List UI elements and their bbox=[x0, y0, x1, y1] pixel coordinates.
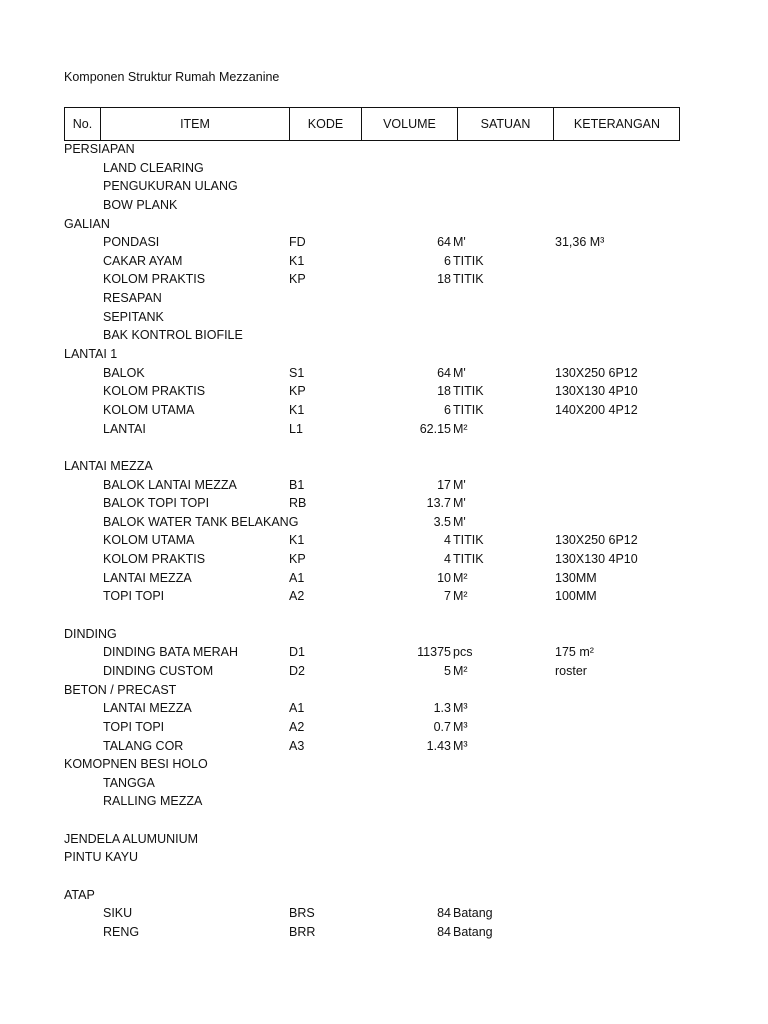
section-row bbox=[0, 140, 768, 159]
item-note: 130MM bbox=[555, 570, 597, 585]
table-row bbox=[0, 289, 768, 308]
volume-value: 84 bbox=[437, 906, 451, 921]
header-no: No. bbox=[65, 108, 101, 140]
volume-unit: M' bbox=[453, 365, 466, 380]
volume-unit: TITIK bbox=[453, 533, 484, 548]
item-name: TOPI TOPI bbox=[103, 719, 165, 734]
section-row bbox=[0, 681, 768, 700]
volume-value: 64 bbox=[437, 365, 451, 380]
item-code: FD bbox=[289, 235, 306, 250]
volume-value: 4 bbox=[444, 552, 451, 567]
volume-value: 4 bbox=[444, 533, 451, 548]
table-row bbox=[0, 308, 768, 327]
blank-row bbox=[0, 438, 768, 457]
item-code: D1 bbox=[289, 645, 305, 660]
section-row bbox=[0, 215, 768, 234]
table-row bbox=[0, 923, 768, 942]
volume-unit: M³ bbox=[453, 738, 468, 753]
table-row bbox=[0, 737, 768, 756]
item-code: RB bbox=[289, 496, 307, 511]
header-satuan: SATUAN bbox=[458, 108, 554, 140]
item-name: RENG bbox=[103, 924, 140, 939]
table-row bbox=[0, 792, 768, 811]
volume-unit: M² bbox=[453, 589, 468, 604]
table-body bbox=[0, 140, 768, 942]
item-name: TOPI TOPI bbox=[103, 589, 165, 604]
item-note: 130X130 4P10 bbox=[555, 552, 638, 567]
table-row bbox=[0, 177, 768, 196]
volume-unit: TITIK bbox=[453, 552, 484, 567]
table-row bbox=[0, 513, 768, 532]
table-row bbox=[0, 699, 768, 718]
item-name: SEPITANK bbox=[103, 309, 164, 324]
volume-unit: M³ bbox=[453, 719, 468, 734]
item-code: S1 bbox=[289, 365, 305, 380]
item-name: BAK KONTROL BIOFILE bbox=[103, 328, 243, 343]
item-code: BRR bbox=[289, 924, 316, 939]
table-row bbox=[0, 476, 768, 495]
item-name: BALOK WATER TANK BELAKANG bbox=[103, 514, 299, 529]
table-row bbox=[0, 270, 768, 289]
volume-value: 7 bbox=[444, 589, 451, 604]
item-name: LANTAI bbox=[103, 421, 146, 436]
volume-value: 6 bbox=[444, 402, 451, 417]
item-name: LANTAI MEZZA bbox=[103, 701, 192, 716]
item-name: DINDING BATA MERAH bbox=[103, 645, 238, 660]
volume-unit: M² bbox=[453, 663, 468, 678]
item-code: A1 bbox=[289, 701, 305, 716]
item-note: 130X250 6P12 bbox=[555, 533, 638, 548]
volume-value: 11375 bbox=[417, 645, 451, 660]
item-code: K1 bbox=[289, 253, 305, 268]
volume-value: 18 bbox=[437, 272, 451, 287]
volume-value: 6 bbox=[444, 253, 451, 268]
volume-value: 5 bbox=[444, 663, 451, 678]
item-code: D2 bbox=[289, 663, 305, 678]
table-row bbox=[0, 531, 768, 550]
item-name: RESAPAN bbox=[103, 291, 162, 306]
volume-unit: M' bbox=[453, 477, 466, 492]
item-name: TANGGA bbox=[103, 775, 155, 790]
table-header bbox=[64, 107, 680, 141]
blank-row bbox=[0, 867, 768, 886]
volume-unit: M' bbox=[453, 514, 466, 529]
blank-row bbox=[0, 811, 768, 830]
item-code: BRS bbox=[289, 906, 315, 921]
section-row bbox=[0, 886, 768, 905]
item-name: CAKAR AYAM bbox=[103, 253, 183, 268]
volume-unit: Batang bbox=[453, 906, 493, 921]
section-title: JENDELA ALUMUNIUM bbox=[64, 831, 199, 846]
volume-unit: TITIK bbox=[453, 384, 484, 399]
table-row bbox=[0, 587, 768, 606]
section-title: GALIAN bbox=[64, 216, 110, 231]
volume-value: 84 bbox=[437, 924, 451, 939]
table-row bbox=[0, 420, 768, 439]
item-name: KOLOM PRAKTIS bbox=[103, 552, 206, 567]
table-row bbox=[0, 550, 768, 569]
volume-unit: M² bbox=[453, 570, 468, 585]
table-row bbox=[0, 904, 768, 923]
header-kode: KODE bbox=[290, 108, 362, 140]
volume-unit: pcs bbox=[453, 645, 473, 660]
section-title: LANTAI MEZZA bbox=[64, 458, 153, 473]
volume-value: 1.43 bbox=[426, 738, 451, 753]
section-title: ATAP bbox=[64, 887, 95, 902]
section-title: PERSIAPAN bbox=[64, 142, 135, 156]
header-item: ITEM bbox=[101, 108, 290, 140]
volume-unit: Batang bbox=[453, 924, 493, 939]
section-title: BETON / PRECAST bbox=[64, 682, 177, 697]
item-note: 175 m² bbox=[555, 645, 594, 660]
item-name: LANTAI MEZZA bbox=[103, 570, 192, 585]
item-note: 100MM bbox=[555, 589, 597, 604]
item-name: PENGUKURAN ULANG bbox=[103, 179, 238, 194]
table-row bbox=[0, 326, 768, 345]
volume-value: 17 bbox=[437, 477, 451, 492]
volume-unit: TITIK bbox=[453, 402, 484, 417]
item-name: DINDING CUSTOM bbox=[103, 663, 214, 678]
volume-value: 64 bbox=[437, 235, 451, 250]
section-row bbox=[0, 830, 768, 849]
volume-value: 1.3 bbox=[433, 701, 451, 716]
volume-unit: M³ bbox=[453, 701, 468, 716]
table-row bbox=[0, 774, 768, 793]
item-name: LAND CLEARING bbox=[103, 160, 204, 175]
section-title: PINTU KAYU bbox=[64, 850, 139, 865]
header-volume: VOLUME bbox=[362, 108, 458, 140]
item-name: PONDASI bbox=[103, 235, 160, 250]
item-name: BALOK TOPI TOPI bbox=[103, 496, 210, 511]
item-name: BALOK LANTAI MEZZA bbox=[103, 477, 237, 492]
blank-row bbox=[0, 606, 768, 625]
section-row bbox=[0, 625, 768, 644]
item-name: BALOK bbox=[103, 365, 145, 380]
item-note: roster bbox=[555, 663, 587, 678]
table-row bbox=[0, 159, 768, 178]
volume-unit: M' bbox=[453, 496, 466, 511]
section-row bbox=[0, 457, 768, 476]
table-row bbox=[0, 662, 768, 681]
section-title: DINDING bbox=[64, 626, 117, 641]
item-code: K1 bbox=[289, 533, 305, 548]
page-title: Komponen Struktur Rumah Mezzanine bbox=[64, 70, 280, 84]
item-note: 130X250 6P12 bbox=[555, 365, 638, 380]
item-name: TALANG COR bbox=[103, 738, 184, 753]
item-name: RALLING MEZZA bbox=[103, 794, 203, 809]
item-code: KP bbox=[289, 272, 306, 287]
item-name: BOW PLANK bbox=[103, 197, 178, 212]
item-code: A1 bbox=[289, 570, 305, 585]
item-code: KP bbox=[289, 552, 306, 567]
volume-value: 10 bbox=[437, 570, 451, 585]
item-name: KOLOM UTAMA bbox=[103, 533, 195, 548]
table-row bbox=[0, 364, 768, 383]
volume-value: 62.15 bbox=[419, 421, 451, 436]
section-row bbox=[0, 848, 768, 867]
table-row bbox=[0, 401, 768, 420]
item-code: K1 bbox=[289, 402, 305, 417]
section-title: LANTAI 1 bbox=[64, 347, 118, 362]
volume-unit: M² bbox=[453, 421, 468, 436]
table-row bbox=[0, 196, 768, 215]
volume-value: 0.7 bbox=[433, 719, 451, 734]
item-code: A2 bbox=[289, 719, 305, 734]
volume-value: 13.7 bbox=[426, 496, 451, 511]
item-code: B1 bbox=[289, 477, 305, 492]
header-keterangan: KETERANGAN bbox=[573, 117, 661, 131]
item-note: 31,36 M³ bbox=[555, 235, 605, 250]
table-row bbox=[0, 569, 768, 588]
volume-unit: TITIK bbox=[453, 253, 484, 268]
section-row bbox=[0, 755, 768, 774]
table-row bbox=[0, 643, 768, 662]
section-title: KOMOPNEN BESI HOLO bbox=[64, 757, 208, 772]
table-row bbox=[0, 252, 768, 271]
table-row bbox=[0, 494, 768, 513]
item-code: KP bbox=[289, 384, 306, 399]
item-name: KOLOM PRAKTIS bbox=[103, 272, 206, 287]
item-code: L1 bbox=[289, 421, 303, 436]
table-row bbox=[0, 718, 768, 737]
volume-unit: TITIK bbox=[453, 272, 484, 287]
item-name: KOLOM UTAMA bbox=[103, 402, 195, 417]
item-name: SIKU bbox=[103, 906, 133, 921]
item-note: 140X200 4P12 bbox=[555, 402, 638, 417]
section-row bbox=[0, 345, 768, 364]
table-row bbox=[0, 382, 768, 401]
item-note: 130X130 4P10 bbox=[555, 384, 638, 399]
item-code: A2 bbox=[289, 589, 305, 604]
item-code: A3 bbox=[289, 738, 305, 753]
volume-value: 18 bbox=[437, 384, 451, 399]
item-name: KOLOM PRAKTIS bbox=[103, 384, 206, 399]
volume-value: 3.5 bbox=[433, 514, 451, 529]
table-row bbox=[0, 233, 768, 252]
volume-unit: M' bbox=[453, 235, 466, 250]
